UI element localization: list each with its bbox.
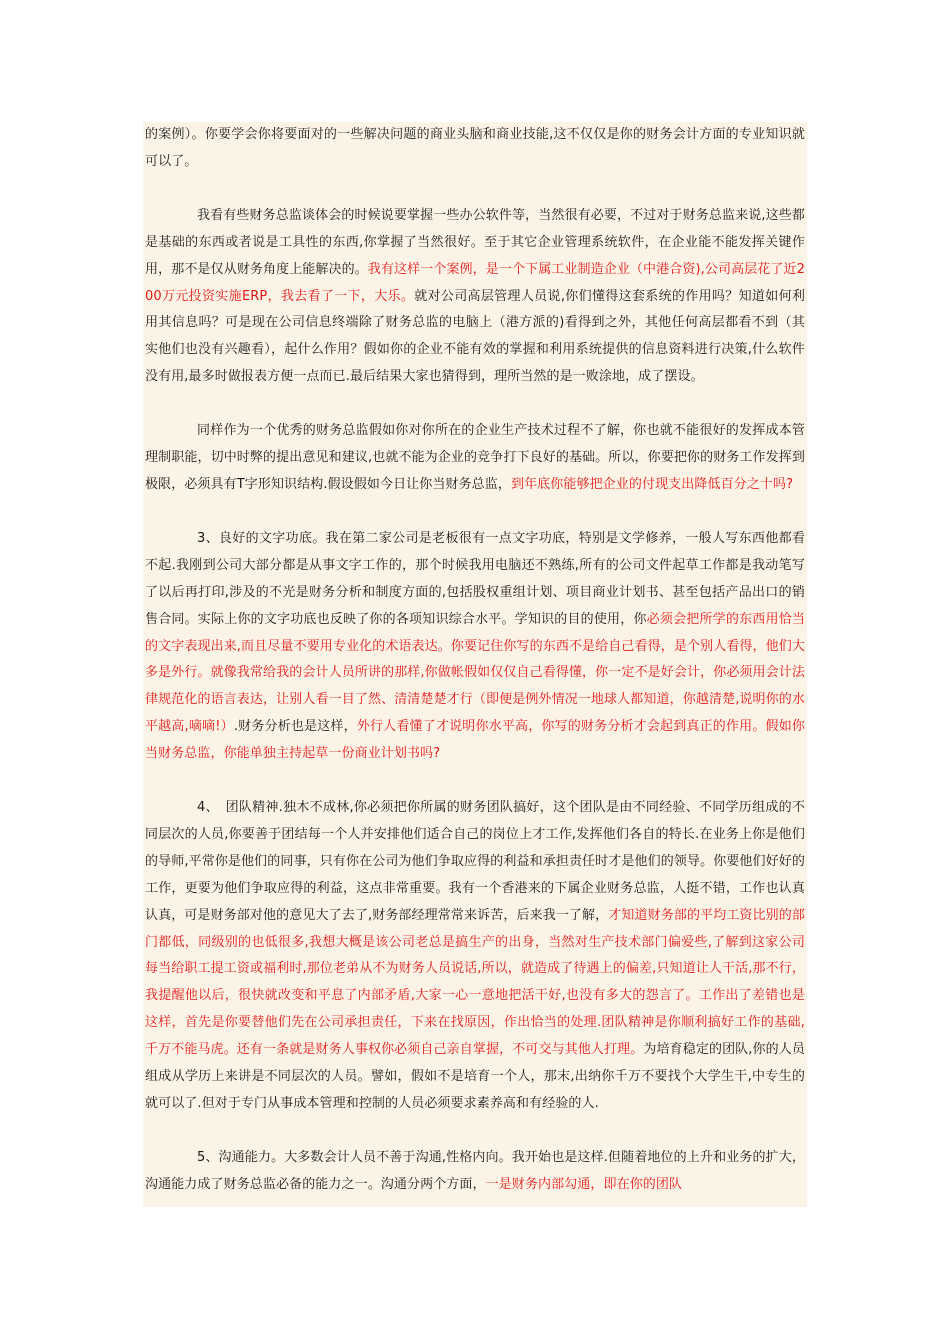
paragraph-gap (145, 176, 805, 203)
text-run: 3、良好的文字功底。我在第二家公司是老板很有一点文字功底，特别是文学修养，一般人写东西他都看不起.我刚到公司大部分都是从事文字工作的，那个时候我用电脑还不熟练,所有的公司文件起草工作都是我动笔写了以后再打印,涉及的不光是财务分析和制度方面的,包括股权重组计划、项目商业计划书、甚至包括产品出口的销售合同。实际上你的文字功底也反映了你的各项知识综合水平。学知识的目的使用，你 (145, 530, 805, 627)
highlighted-text-run: 才知道财务部的平均工资比别的部门都低，同级别的也低很多,我想大概是该公司老总是搞生产的出身，当然对生产技术部门偏爱些,了解到这家公司每当给职工提工资或福利时,那位老弟从不为财务人员说话,所以，就造成了待遇上的偏差,只知道让人干活,那不行，我提醒他以后，很快就改变和平息了内部矛盾,大家一心一意地把活干好,也没有多大的怨言了。工作出了差错也是这样，首先是你要替他们先在公司承担责任，下来在找原因，作出恰当的处理.团队精神是你顺利搞好工作的基础,千万不能马虎。还有一条就是财务人事权你必须自己亲自掌握，不可交与其他人打理。 (145, 907, 805, 1058)
text-run: 4、 团队精神.独木不成林,你必须把你所属的财务团队搞好，这个团队是由不同经验、不同学历组成的不同层次的人员,你要善于团结每一个人并安排他们适合自己的岗位上才工作,发挥他们各自的特长.在业务上你是他们的导师,平常你是他们的同事，只有你在公司为他们争取应得的利益和承担责任时才是他们的领导。你要他们好好的工作，更要为他们争取应得的利益，这点非常重要。我有一个香港来的下属企业财务总监，人挺不错，工作也认真认真，可是财务部对他的意见大了去了,财务部经理常常来诉苦，后来我一了解， (145, 800, 805, 923)
text-run: 为培育稳定的团队,你的人员组成从学历上来讲是不同层次的人员。譬如，假如不是培育一个人，那末,出纳你千万不要找个大学生干,中专生的就可以了.但对于专门从事成本管理和控制的人员必须要求素养高和有经验的人. (145, 1042, 805, 1111)
paragraph-gap (145, 1118, 805, 1145)
paragraph-gap (145, 768, 805, 795)
paragraph-3 (145, 418, 805, 499)
highlighted-text-run: 我有这样一个案例，是一个下属工业制造企业（中港合资),公司高层花了近200万元投资实施ERP，我去看了一下，大乐。 (145, 261, 805, 304)
text-run: 的案例）。你要学会你将要面对的一些解决问题的商业头脑和商业技能,这不仅仅是你的财务会计方面的专业知识就可以了。 (145, 127, 805, 169)
paragraph-gap (145, 391, 805, 418)
text-run: 我看有些财务总监谈体会的时候说要掌握一些办公软件等，当然很有必要，不过对于财务总监来说,这些都是基础的东西或者说是工具性的东西,你掌握了当然很好。至于其它企业管理系统软件，在企业能不能发挥关键作用，那不是仅从财务角度上能解决的。 (145, 207, 805, 277)
text-run: 5、沟通能力。大多数会计人员不善于沟通,性格内向。我开始也是这样.但随着地位的上升和业务的扩大，沟通能力成了财务总监必备的能力之一。沟通分两个方面， (145, 1149, 805, 1192)
paragraph-1 (145, 122, 805, 176)
paragraph-gap (145, 499, 805, 526)
highlighted-text-run: 外行人看懂了才说明你水平高，你写的财务分析才会起到真正的作用。假如你当财务总监，你能单独主持起草一份商业计划书吗? (145, 719, 805, 762)
paragraph-6 (145, 1145, 805, 1199)
paragraph-5 (145, 795, 805, 1118)
highlighted-text-run: 到年底你能够把企业的付现支出降低百分之十吗? (510, 476, 794, 492)
paragraph-2 (145, 203, 805, 391)
text-run: 就对公司高层管理人员说,你们懂得这套系统的作用吗？知道如何利用其信息吗？可是现在公司信息终端除了财务总监的电脑上（港方派的)看得到之外，其他任何高层都看不到（其实他们也没有兴趣看），起什么作用？假如你的企业不能有效的掌握和利用系统提供的信息资料进行决策,什么软件没有用,最多时做报表方便一点而已.最后结果大家也猜得到，理所当然的是一败涂地，成了摆设。 (145, 288, 806, 385)
paragraph-4 (145, 526, 805, 768)
highlighted-text-run: 必须会把所学的东西用恰当的文字表现出来,而且尽量不要用专业化的术语表达。你要记住你写的东西不是给自己看得，是个别人看得，他们大多是外行。就像我常给我的会计人员所讲的那样,你做帐假如仅仅自己看得懂，你一定不是好会计，你必须用会计法律规范化的语言表达，让别人看一目了然、清清楚楚才行（即便是例外情况一地球人都知道，你越清楚,说明你的水平越高,嘀嘀!） (145, 611, 805, 735)
highlighted-text-run: 一是财务内部勾通，即在你的团队 (485, 1176, 683, 1192)
text-run: 同样作为一个优秀的财务总监假如你对你所在的企业生产技术过程不了解，你也就不能很好的发挥成本管理制职能，切中时弊的提出意见和建议,也就不能为企业的竞争打下良好的基础。所以，你要把你的财务工作发挥到极限，必须具有T字形知识结构.假设假如今日让你当财务总监， (145, 423, 805, 492)
text-run: .财务分析也是这样， (233, 719, 357, 735)
document-text-column (143, 122, 807, 1207)
